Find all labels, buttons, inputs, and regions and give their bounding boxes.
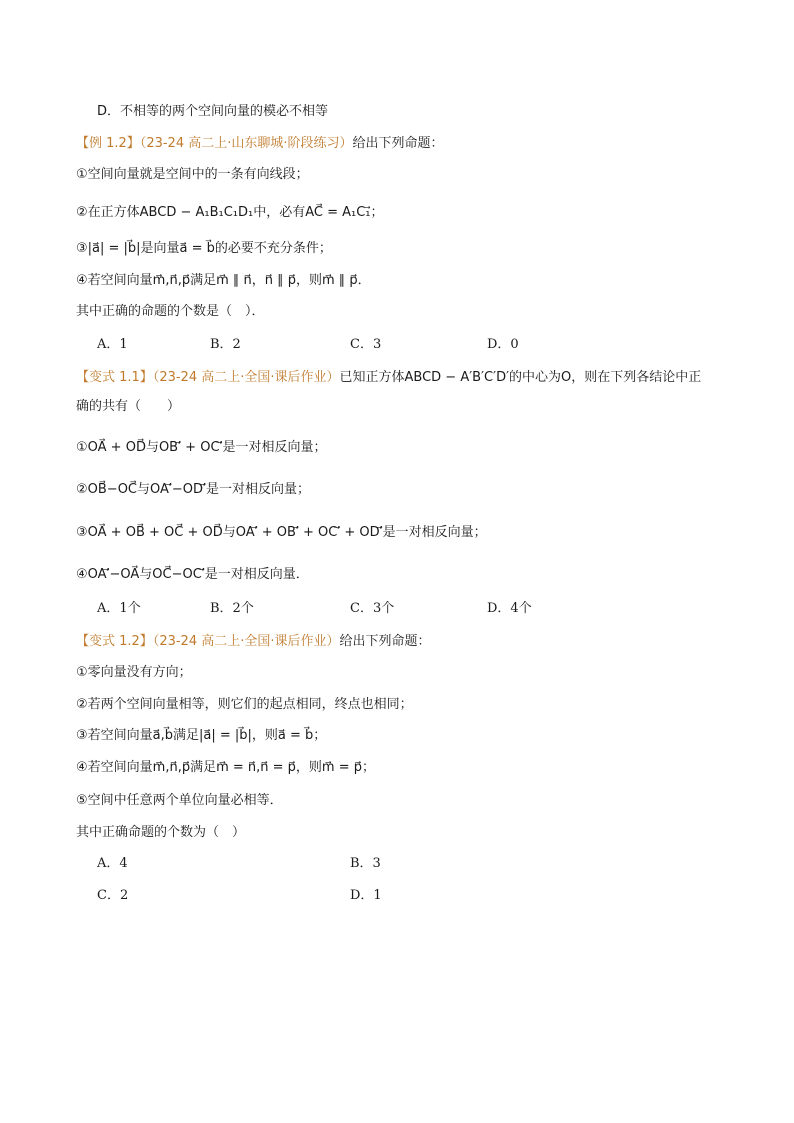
option-c: C．3 xyxy=(350,337,382,352)
variant-source: （23-24 高二上·全国·课后作业） xyxy=(152,370,340,385)
option-d: D．4个 xyxy=(487,601,532,616)
statement-2: ②OB⃗−OC⃗与OA′⃗−OD′⃗是一对相反向量； xyxy=(76,482,310,497)
variant-prompt: 已知正方体ABCD − A′B′C′D′的中心为O，则在下列各结论中正 xyxy=(339,370,702,385)
option-c: C．2 xyxy=(97,888,129,903)
statement-5: ⑤空间中任意两个单位向量必相等． xyxy=(76,793,283,808)
statement-2: ②若两个空间向量相等，则它们的起点相同，终点也相同； xyxy=(76,697,413,712)
statement-1: ①零向量没有方向； xyxy=(76,665,192,680)
option-c: C．3个 xyxy=(350,601,395,616)
option-b: B．2个 xyxy=(210,601,254,616)
statement-2: ②在正方体ABCD − A₁B₁C₁D₁中，必有AC⃗ = A₁C₁⃗； xyxy=(76,205,384,220)
example-label: 【例 1.2】 xyxy=(76,136,140,151)
variant-1-2-header xyxy=(76,633,431,651)
variant-label: 【变式 1.2】 xyxy=(76,634,153,649)
statement-1: ①OA⃗ + OD⃗与OB′⃗ + OC′⃗是一对相反向量； xyxy=(76,440,327,455)
option-d: D．0 xyxy=(487,337,519,352)
question-text: 其中正确命题的个数为（ ） xyxy=(76,825,246,840)
option-b: B．3 xyxy=(350,856,381,871)
option-b: B．2 xyxy=(210,337,241,352)
variant-1-1-header xyxy=(76,369,701,387)
variant-source: （23-24 高二上·全国·课后作业） xyxy=(152,634,340,649)
variant-prompt: 给出下列命题： xyxy=(339,634,431,649)
statement-3: ③OA⃗ + OB⃗ + OC⃗ + OD⃗与OA′⃗ + OB′⃗ + OC′⃗ + OD′⃗是一对相反向量； xyxy=(76,525,487,540)
statement-3: ③若空间向量a⃗,b⃗满足|a⃗| = |b⃗|，则a⃗ = b⃗； xyxy=(76,728,327,743)
question-text: 其中正确的命题的个数是（ ）． xyxy=(76,304,265,319)
example-source: （23-24 高二上·山东聊城·阶段练习） xyxy=(139,136,353,151)
variant-prompt-cont: 确的共有（ ） xyxy=(76,399,181,414)
variant-label: 【变式 1.1】 xyxy=(76,370,153,385)
statement-3: ③|a⃗| = |b⃗|是向量a⃗ = b⃗的必要不充分条件； xyxy=(76,241,332,256)
option-a: A．1个 xyxy=(97,601,141,616)
statement-4: ④OA′⃗−OA⃗与OC⃗−OC′⃗是一对相反向量． xyxy=(76,567,309,582)
statement-4: ④若空间向量m⃗,n⃗,p⃗满足m⃗ = n⃗,n⃗ = p⃗，则m⃗ = p⃗； xyxy=(76,760,375,775)
option-a: A．4 xyxy=(97,856,128,871)
option-d: D．1 xyxy=(350,888,382,903)
prev-option-d: D．不相等的两个空间向量的模必不相等 xyxy=(97,104,329,119)
statement-4: ④若空间向量m⃗,n⃗,p⃗满足m⃗ ∥ n⃗，n⃗ ∥ p⃗，则m⃗ ∥ p⃗． xyxy=(76,273,371,288)
example-1-2-header xyxy=(76,135,444,153)
example-prompt: 给出下列命题： xyxy=(352,136,444,151)
statement-1: ①空间向量就是空间中的一条有向线段； xyxy=(76,167,309,182)
option-a: A．1 xyxy=(97,337,128,352)
